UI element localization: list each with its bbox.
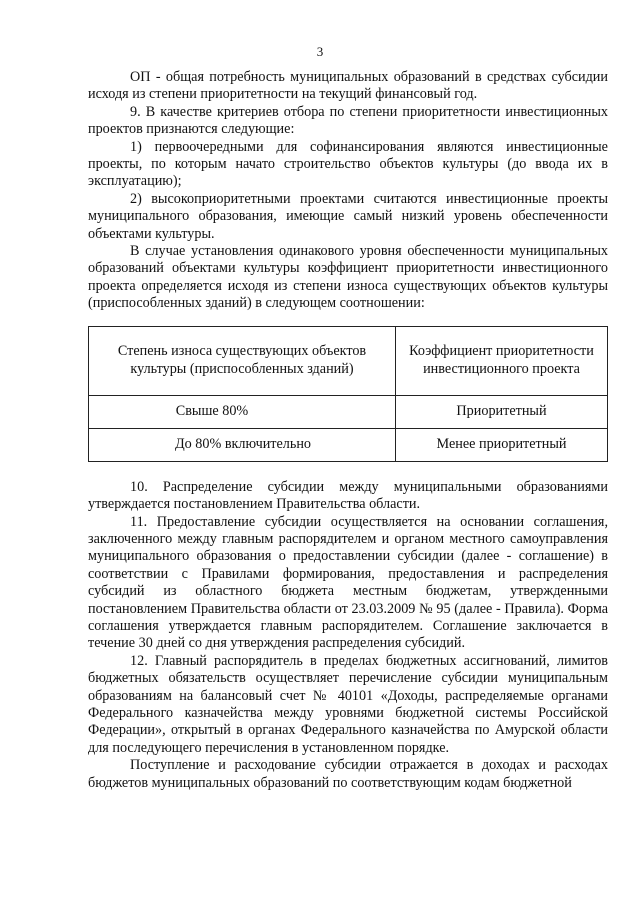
page-number: 3 — [316, 44, 324, 59]
table-cell-wear: Свыше 80% — [89, 395, 396, 428]
paragraph-11: 11. Предоставление субсидии осуществляется на основании соглашения, заключенного между главным распорядителем и органом местного самоуправления муниципального образования о предоставлении субсидии (далее - соглашение) в соответствии с Правилами формирования, предоставления и распределения субсидий из областного бюджета местным бюджетам, утвержденными постановлением Правительства области от 23.03.2009 № 95 (далее - Правила). Форма соглашения утверждается главным распорядителем. Соглашение заключается в течение 30 дней со дня утверждения распределения субсидий. — [88, 513, 608, 652]
table-row — [89, 428, 608, 461]
paragraph-equal-level: В случае установления одинакового уровня обеспеченности муниципальных образований объектами культуры коэффициент приоритетности инвестиционного проекта определяется исходя из степени износа существующих объектов культуры (приспособленных зданий) в следующем соотношении: — [88, 243, 608, 312]
priority-coefficient-table — [88, 326, 608, 462]
document-body — [88, 69, 608, 792]
paragraph-12: 12. Главный распорядитель в пределах бюджетных ассигнований, лимитов бюджетных обязательств осуществляет перечисление субсидии муниципальным образованиям на балансовый счет № 40101 «Доходы, распределяемые органами Федерального казначейства между уровнями бюджетной системы Российской Федерации», открытый в органах Федерального казначейства по Амурской области для последующего перечисления в установленном порядке. — [88, 652, 608, 756]
table-header-coefficient: Коэффициент приоритетности инвестиционного проекта — [396, 326, 608, 395]
paragraph-9: 9. В качестве критериев отбора по степени приоритетности инвестиционных проектов признаются следующие: — [88, 103, 608, 138]
paragraph-subsidy-accounting: Поступление и расходование субсидии отражается в доходах и расходах бюджетов муниципальных образований по соответствующим кодам бюджетной — [88, 757, 608, 791]
table-row — [89, 395, 608, 428]
table-cell-coefficient: Приоритетный — [396, 395, 608, 428]
paragraph-9-item-1: 1) первоочередными для софинансирования являются инвестиционные проекты, по которым начато строительство объектов культуры (до ввода их в эксплуатацию); — [88, 138, 608, 190]
table-cell-wear: До 80% включительно — [89, 428, 396, 461]
table-cell-coefficient: Менее приоритетный — [396, 428, 608, 461]
paragraph-op-definition: ОП - общая потребность муниципальных образований в средствах субсидии исходя из степени приоритетности на текущий финансовый год. — [88, 69, 608, 103]
table-header-wear: Степень износа существующих объектов культуры (приспособленных зданий) — [89, 326, 396, 395]
paragraph-9-item-2: 2) высокоприоритетными проектами считаются инвестиционные проекты муниципального образования, имеющие самый низкий уровень обеспеченности объектами культуры. — [88, 190, 608, 242]
table-header-row — [89, 326, 608, 395]
paragraph-10: 10. Распределение субсидии между муниципальными образованиями утверждается постановлением Правительства области. — [88, 478, 608, 513]
